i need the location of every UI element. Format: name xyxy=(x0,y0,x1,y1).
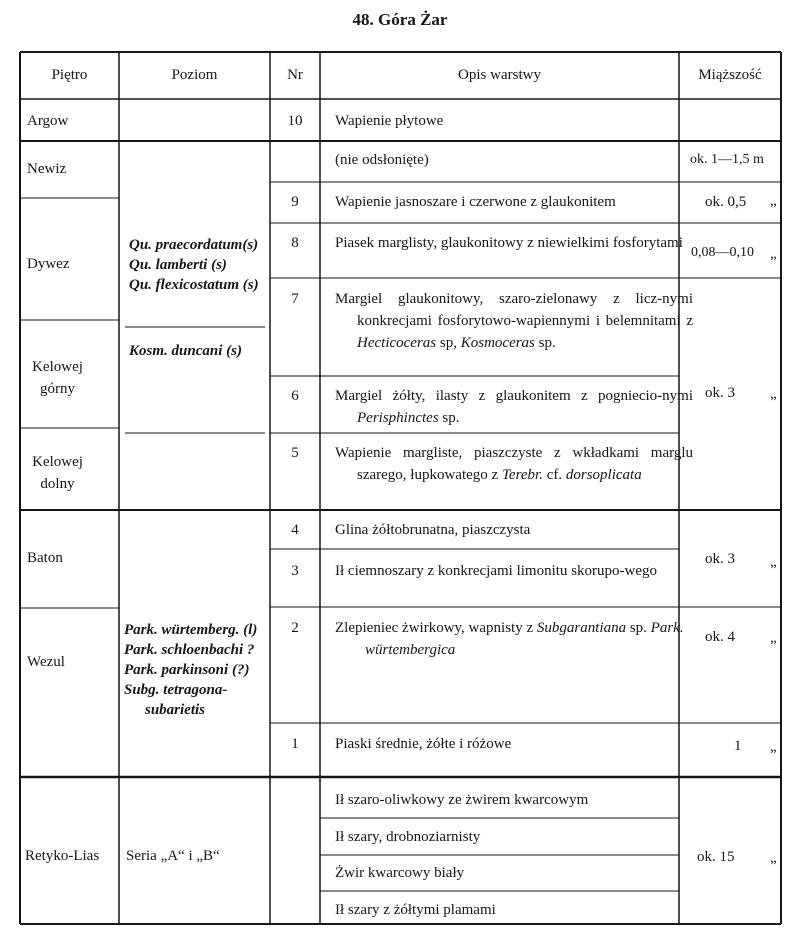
opis-5: Wapienie margliste, piaszczyste z wkładkami marglu szarego, łupkowatego z Terebr. cf. dorsoplicata xyxy=(335,445,693,483)
nr-4: 4 xyxy=(291,522,299,538)
nr-6: 6 xyxy=(291,388,299,404)
nr-7: 7 xyxy=(291,291,299,307)
opis-4: Glina żółtobrunatna, piaszczysta xyxy=(335,522,531,538)
header-opis: Opis warstwy xyxy=(458,67,541,83)
header-miazszosc: Miąższość xyxy=(698,67,762,83)
opis-10: Wapienie płytowe xyxy=(335,113,444,129)
miazszosc-8: 0,08—0,10 xyxy=(691,245,754,260)
miazszosc-grupa: ok. 3 xyxy=(705,385,735,401)
nr-2: 2 xyxy=(291,620,299,636)
opis-retyko-3: Żwir kwarcowy biały xyxy=(335,865,465,881)
miazszosc-retyko: ok. 15 xyxy=(697,849,735,865)
poziom-dywez-1: Qu. praecordatum(s) xyxy=(129,237,259,253)
opis-1: Piaski średnie, żółte i różowe xyxy=(335,736,512,752)
poziom-retyko: Seria „A“ i „B“ xyxy=(126,848,220,864)
miazszosc-9: ok. 0,5 xyxy=(705,194,747,210)
pietro-retyko-lias: Retyko-Lias xyxy=(25,848,100,864)
pietro-dywez: Dywez xyxy=(27,256,70,272)
header-pietro: Piętro xyxy=(51,67,88,83)
opis-9: Wapienie jasnoszare i czerwone z glaukonitem xyxy=(335,194,616,210)
opis-retyko-4: Ił szary z żółtymi plamami xyxy=(335,902,496,918)
opis-3: Ił ciemnoszary z konkrecjami limonitu skorupo-wego xyxy=(335,563,657,579)
pietro-argow: Argow xyxy=(27,113,69,129)
ditto-mark: „ xyxy=(770,193,777,209)
opis-8: Piasek marglisty, glaukonitowy z niewielkimi fosforytami xyxy=(335,235,683,251)
page-title: 48. Góra Żar xyxy=(352,10,448,29)
poziom-kelowej: Kosm. duncani (s) xyxy=(129,343,242,359)
pietro-kelowej-dolny: Kelowej dolny xyxy=(32,454,83,492)
nr-9: 9 xyxy=(291,194,299,210)
poziom-wezul-1: Park. würtemberg. (l) xyxy=(124,622,258,638)
ditto-mark: „ xyxy=(770,630,777,646)
poziom-wezul-2: Park. schloenbachi ? xyxy=(124,642,255,658)
pietro-wezul: Wezul xyxy=(27,654,65,670)
header-poziom: Poziom xyxy=(171,67,218,83)
miazszosc-1: 1 xyxy=(734,738,742,754)
opis-7: Margiel glaukonitowy, szaro-zielonawy z licz-nymi konkrecjami fosforytowo-wapiennymi i belemnitami z Hecticoceras sp, Kosmoceras sp. xyxy=(335,291,693,351)
ditto-mark: „ xyxy=(770,850,777,866)
pietro-kelowej-gorny: Kelowej górny xyxy=(32,359,83,397)
poziom-wezul-5: subarietis xyxy=(145,702,206,718)
poziom-wezul-3: Park. parkinsoni (?) xyxy=(124,662,250,678)
nr-10: 10 xyxy=(287,113,303,129)
poziom-dywez-3: Qu. flexicostatum (s) xyxy=(129,277,259,293)
ditto-mark: „ xyxy=(770,386,777,402)
pietro-newiz: Newiz xyxy=(27,161,67,177)
opis-2: Zlepieniec żwirkowy, wapnisty z Subgarantiana sp. Park. würtembergica xyxy=(335,620,684,658)
nr-3: 3 xyxy=(291,563,299,579)
opis-nie-odsloniete: (nie odsłonięte) xyxy=(335,152,429,168)
poziom-dywez-2: Qu. lamberti (s) xyxy=(129,257,227,273)
nr-8: 8 xyxy=(291,235,299,251)
miazszosc-newiz: ok. 1—1,5 m xyxy=(690,152,764,167)
nr-5: 5 xyxy=(291,445,299,461)
header-nr: Nr xyxy=(287,67,303,83)
ditto-mark: „ xyxy=(770,739,777,755)
nr-1: 1 xyxy=(291,736,299,752)
ditto-mark: „ xyxy=(770,246,777,262)
pietro-baton: Baton xyxy=(27,550,63,566)
ditto-mark: „ xyxy=(770,554,777,570)
poziom-wezul-4: Subg. tetragona- xyxy=(124,682,228,698)
miazszosc-2: ok. 4 xyxy=(705,629,735,645)
opis-6: Margiel żółty, ilasty z glaukonitem z pognieciо-nymi Perisphinctes sp. xyxy=(335,388,693,426)
opis-retyko-2: Ił szary, drobnoziarnisty xyxy=(335,829,481,845)
opis-retyko-1: Ił szaro-oliwkowy ze żwirem kwarcowym xyxy=(335,792,589,808)
miazszosc-baton: ok. 3 xyxy=(705,551,735,567)
